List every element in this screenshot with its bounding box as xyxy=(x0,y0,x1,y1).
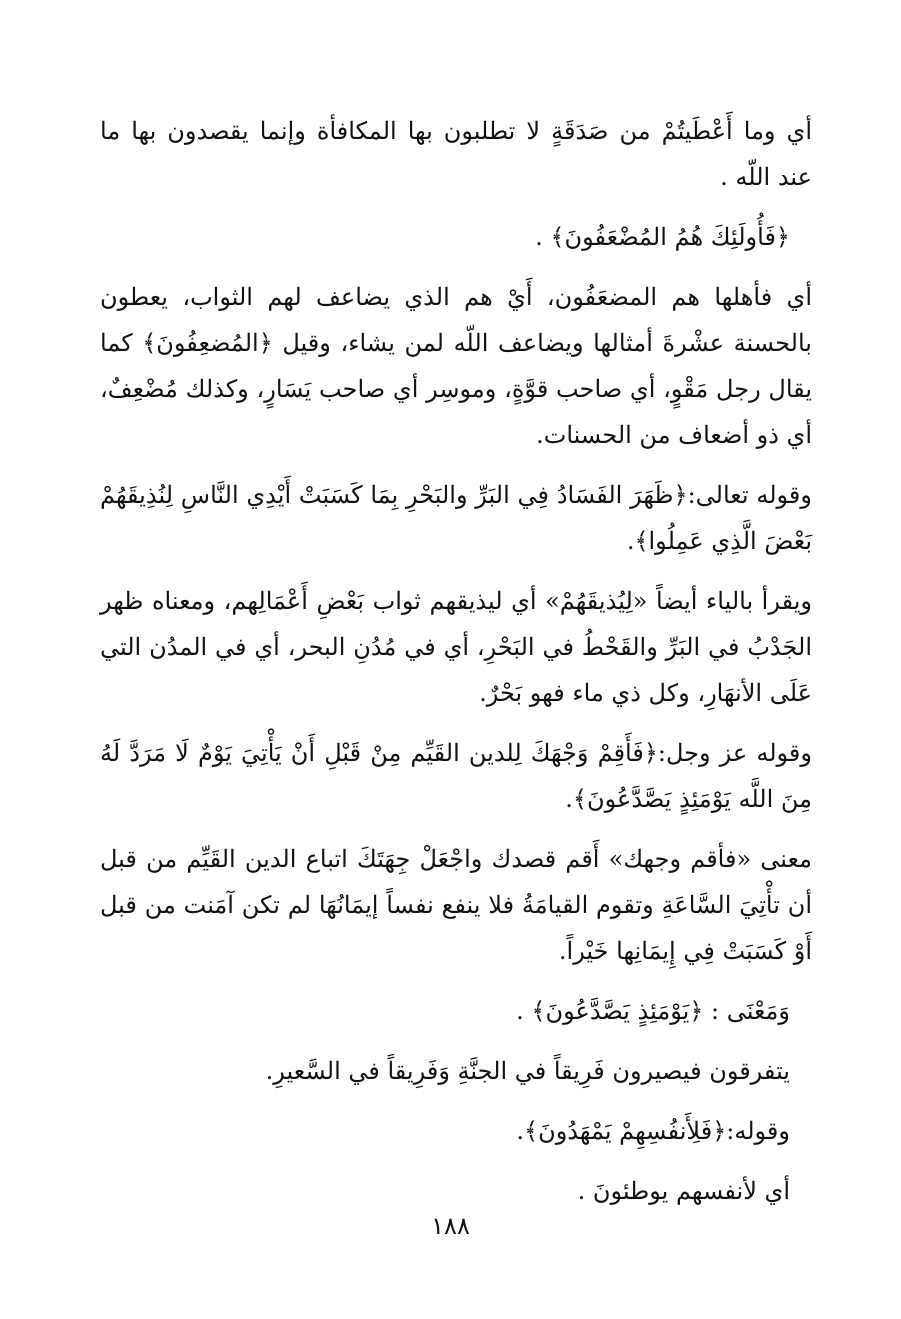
paragraph-1: أي وما أَعْطَيتُمْ من صَدَقَةٍ لا تطلبون بها المكافأة وإنما يقصدون بها ما عند اللّه . xyxy=(100,117,812,191)
paragraph-3: أي فأهلها هم المضعَفُون، أَيْ هم الذي يضاعف لهم الثواب، يعطون بالحسنة عشْرةَ أمثالها ويضاعف اللّه لمن يشاء، وقيل ﴿المُضعِفُونَ﴾ كما يقال رجل مَقْوٍ، أي صاحب قوَّةٍ، وموسِر أي صاحب يَسَارٍ، وكذلك مُضْعِفٌ، أي ذو أضعاف من الحسنات. xyxy=(100,283,812,449)
paragraph-4-quran-verse: وقوله تعالى:﴿ظَهَرَ الفَسَادُ فِي البَرِّ والبَحْرِ بِمَا كَسَبَتْ أَيْدِي النَّاسِ لِنُذِيقَهُمْ بَعْضَ الَّذِي عَمِلُوا﴾. xyxy=(100,481,812,555)
paragraph-11: أي لأنفسهم يوطئونَ . xyxy=(577,1177,790,1205)
page-body-text xyxy=(100,108,812,1228)
paragraph-8: وَمَعْنَى : ﴿يَوْمَئِذٍ يَصَّدَّعُونَ﴾ . xyxy=(516,997,790,1025)
paragraph-7: معنى «فأقم وجهك» أَقم قصدك واجْعَلْ جِهَتَكَ اتباع الدين القَيِّم من قبل أن تأْتِيَ السَّاعَةِ وتقوم القيامَةُ فلا ينفع نفساً إيمَانُهَا لم تكن آمَنت من قبل أَوْ كَسَبَتْ فِي إِيمَانِها خَيْراً. xyxy=(100,845,812,965)
paragraph-2-quran-verse: ﴿فَأُولَئِكَ هُمُ المُضْعَفُونَ﴾ . xyxy=(535,223,790,251)
paragraph-10: وقوله:﴿فَلِأَنفُسِهِمْ يَمْهَدُونَ﴾. xyxy=(516,1117,790,1145)
paragraph-9: يتفرقون فيصيرون فَرِيقاً في الجنَّةِ وَفَرِيقاً في السَّعيرِ. xyxy=(265,1057,790,1085)
paragraph-6-quran-verse: وقوله عز وجل:﴿فَأَقِمْ وَجْهَكَ لِلدين القَيِّم مِنْ قَبْلِ أَنْ يَأْتِيَ يَوْمٌ لَا مَرَدَّ لَهُ مِنَ اللَّه يَوْمَئِذٍ يَصَّدَّعُونَ﴾. xyxy=(100,739,812,813)
page-number: ١٨٨ xyxy=(431,1212,470,1240)
paragraph-5: ويقرأ بالياء أيضاً «لِيُذيقَهُمْ» أي ليذيقهم ثواب بَعْضِ أَعْمَالِهم، ومعناه ظهر الجَدْبُ في البَرِّ والقَحْطُ في البَحْرِ، أي في مُدُنِ البحر، أي في المدُن التي عَلَى الأنهَارِ، وكل ذي ماء فهو بَحْرٌ. xyxy=(100,587,813,707)
